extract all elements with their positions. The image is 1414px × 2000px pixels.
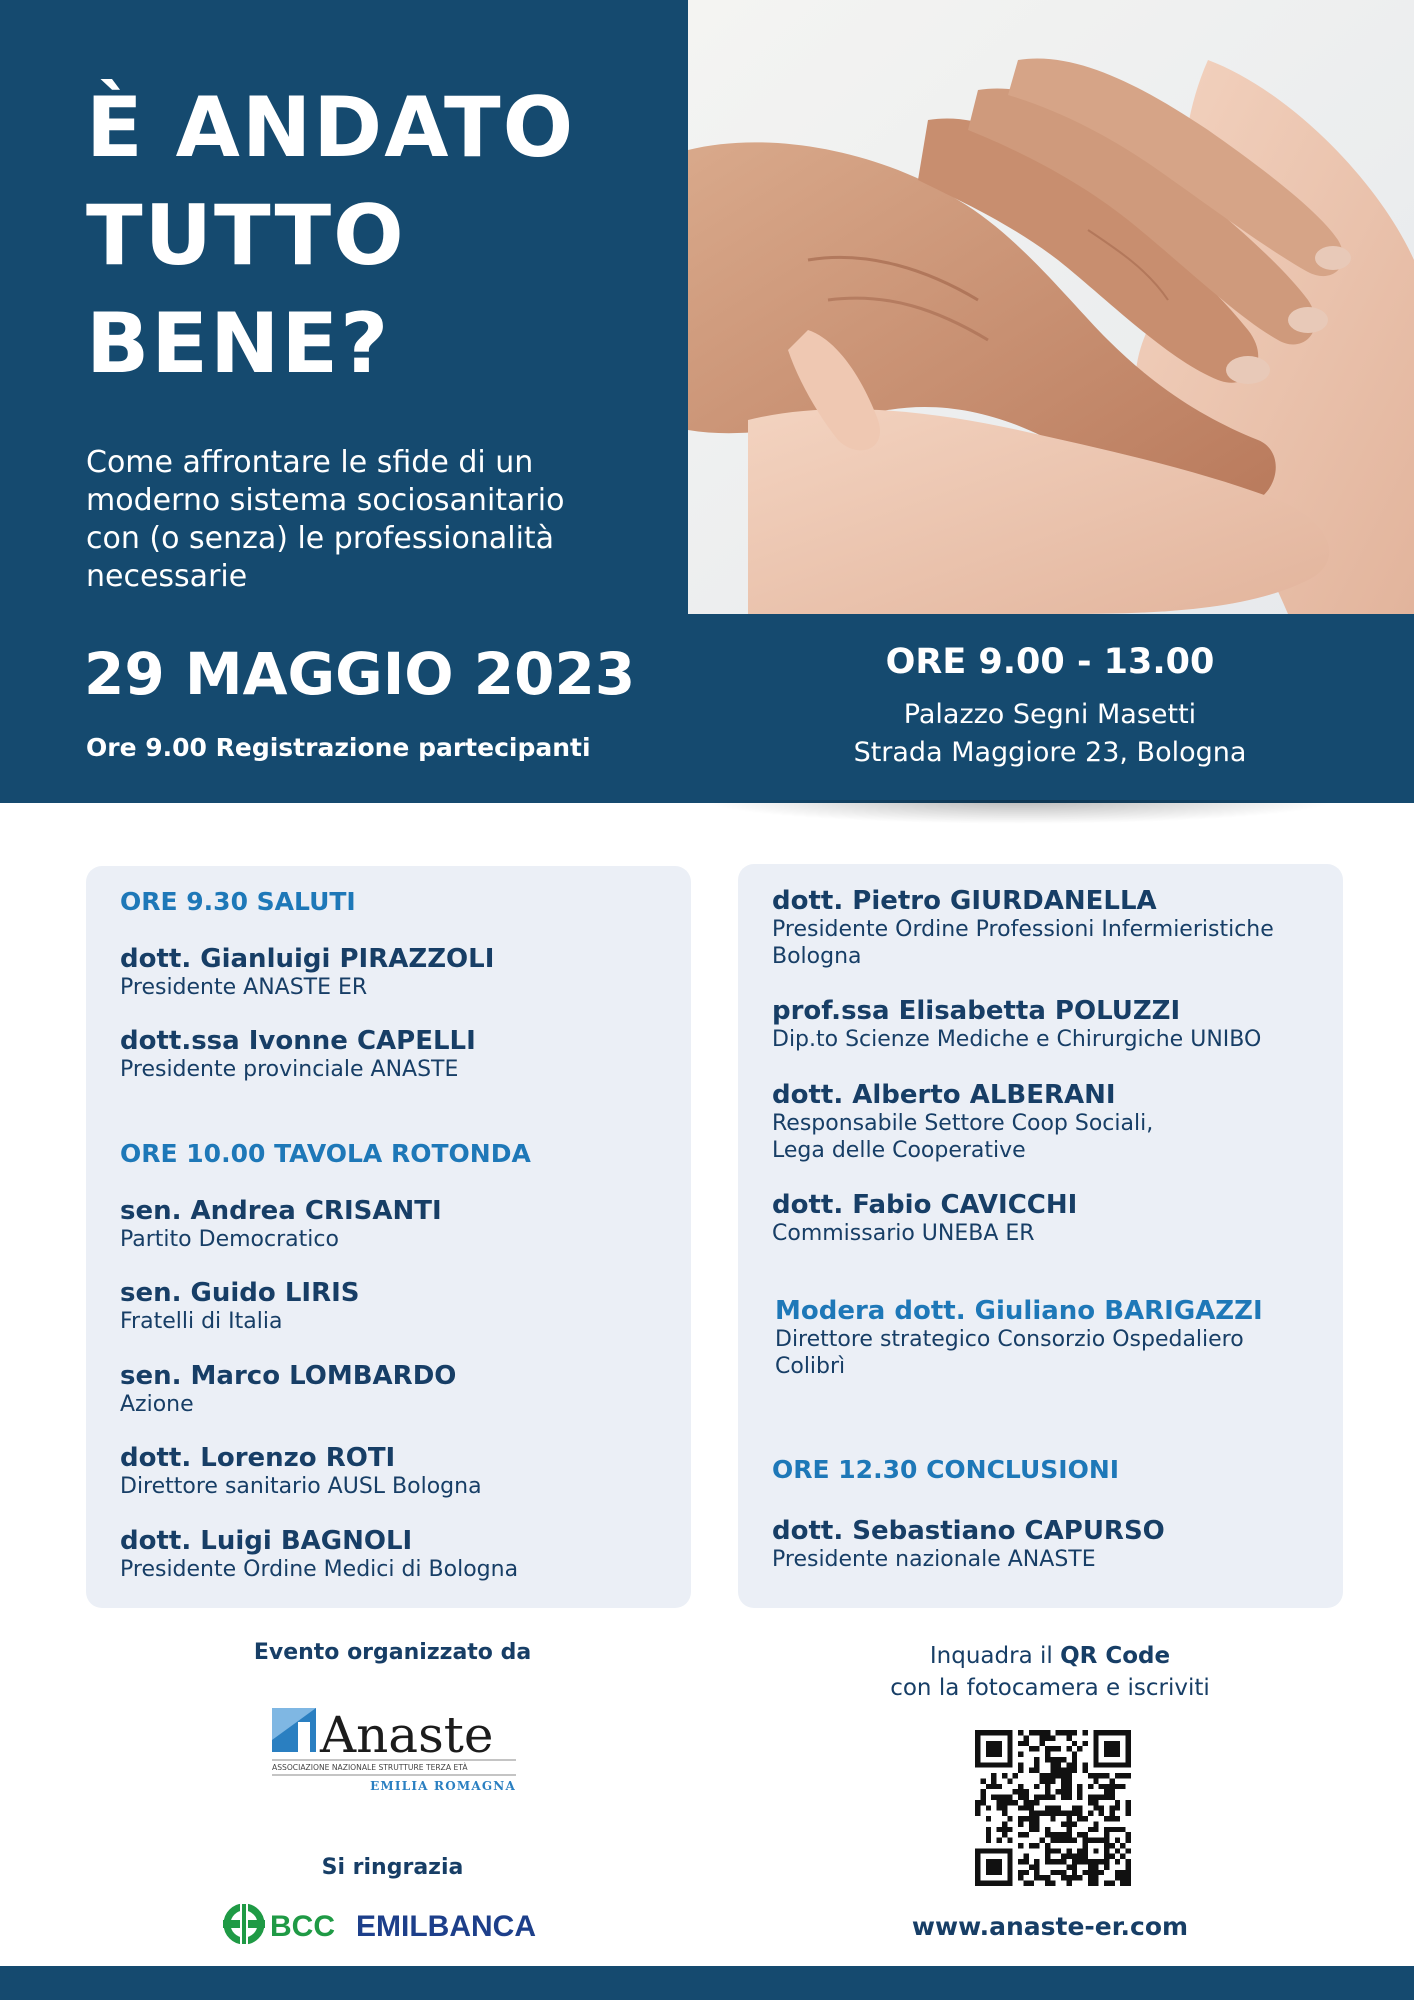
- thanks-label: Si ringrazia: [321, 1855, 464, 1880]
- speaker-name: dott. Fabio CAVICCHI: [772, 1190, 1078, 1220]
- speaker-name: dott. Lorenzo ROTI: [120, 1443, 396, 1473]
- speaker: [120, 1443, 671, 1500]
- subtitle-line: Come affrontare le sfide di un: [86, 445, 534, 480]
- title-line: TUTTO: [86, 187, 406, 284]
- role-line: Bologna: [772, 944, 862, 969]
- speaker-role: Presidente nazionale ANASTE: [772, 1547, 1096, 1572]
- website-link[interactable]: www.anaste-er.com: [911, 1912, 1189, 1941]
- speaker: [772, 996, 1323, 1053]
- logo-tagline: ASSOCIAZIONE NAZIONALE STRUTTURE TERZA ETÀ: [272, 1763, 468, 1772]
- registration-time: Ore 9.00 Registrazione partecipanti: [86, 733, 591, 762]
- bcc-emilbanca-logo: [218, 1898, 558, 1950]
- speaker-role: Fratelli di Italia: [120, 1309, 283, 1334]
- moderator: [775, 1296, 1323, 1380]
- venue: [790, 696, 1310, 772]
- role-line: Direttore strategico Consorzio Ospedaliero: [775, 1327, 1244, 1352]
- speaker-name: dott. Pietro GIURDANELLA: [772, 886, 1157, 916]
- moderator-role: [775, 1326, 1323, 1380]
- qr-code[interactable]: [975, 1730, 1131, 1886]
- logo-name: Anaste: [320, 1706, 494, 1764]
- hands-photo: [688, 0, 1414, 614]
- subtitle-line: moderno sistema sociosanitario: [86, 483, 565, 518]
- speaker-role: Azione: [120, 1392, 194, 1417]
- section-round-table: ORE 10.00 TAVOLA ROTONDA: [120, 1139, 531, 1168]
- speaker: [120, 1361, 671, 1418]
- anaste-logo: [270, 1700, 520, 1792]
- role-line: Presidente Ordine Professioni Infermieristiche: [772, 917, 1274, 942]
- speaker-name: prof.ssa Elisabetta POLUZZI: [772, 996, 1181, 1026]
- speaker-name: dott. Gianluigi PIRAZZOLI: [120, 944, 495, 974]
- speaker-role: Presidente provinciale ANASTE: [120, 1057, 459, 1082]
- speaker-name: sen. Andrea CRISANTI: [120, 1196, 442, 1226]
- role-line: Commissario UNEBA ER: [772, 1221, 1035, 1246]
- qr-text-prefix: Inquadra il: [929, 1643, 1061, 1669]
- speaker-role: [772, 916, 1323, 970]
- organizer-label: Evento organizzato da: [253, 1640, 532, 1665]
- role-line: Lega delle Cooperative: [772, 1138, 1026, 1163]
- event-time: ORE 9.00 - 13.00: [885, 642, 1215, 682]
- speaker: [772, 1190, 1323, 1247]
- speaker-role: Partito Democratico: [120, 1227, 339, 1252]
- subtitle-line: necessarie: [86, 559, 248, 594]
- event-date: 29 MAGGIO 2023: [84, 640, 636, 708]
- venue-address: Strada Maggiore 23, Bologna: [853, 737, 1247, 768]
- logo-region: EMILIA ROMAGNA: [370, 1779, 516, 1792]
- program-card-right: [738, 864, 1343, 1608]
- speaker-role: Presidente Ordine Medici di Bologna: [120, 1557, 519, 1582]
- speaker-name: sen. Guido LIRIS: [120, 1278, 360, 1308]
- speaker-name: sen. Marco LOMBARDO: [120, 1361, 457, 1391]
- speaker: [772, 1080, 1323, 1164]
- qr-text-bold: QR Code: [1060, 1643, 1171, 1669]
- speaker: [120, 1526, 671, 1583]
- role-line: Responsabile Settore Coop Sociali,: [772, 1111, 1154, 1136]
- speaker-role: Direttore sanitario AUSL Bologna: [120, 1474, 482, 1499]
- speaker-role: [772, 1110, 1323, 1164]
- bottom-bar: [0, 1966, 1414, 2000]
- title-line: È ANDATO: [86, 79, 576, 176]
- speaker-role: Presidente ANASTE ER: [120, 975, 368, 1000]
- role-line: Colibrì: [775, 1354, 846, 1379]
- event-subtitle: [86, 444, 666, 596]
- sponsor-name-text: EMILBANCA: [356, 1910, 536, 1943]
- qr-text-line2: con la fotocamera e iscriviti: [890, 1675, 1210, 1701]
- section-greetings: ORE 9.30 SALUTI: [120, 887, 356, 916]
- time-venue-block: [790, 640, 1310, 772]
- speaker-name: dott. Luigi BAGNOLI: [120, 1526, 413, 1556]
- speaker-role: [772, 1026, 1323, 1053]
- speaker: [120, 1026, 671, 1083]
- qr-instruction: [850, 1640, 1250, 1704]
- speaker: [120, 944, 671, 1001]
- speaker: [120, 1278, 671, 1335]
- speaker: [120, 1196, 671, 1253]
- speaker: [772, 886, 1323, 970]
- venue-name: Palazzo Segni Masetti: [903, 699, 1197, 730]
- header-shadow: [700, 800, 1340, 824]
- title-line: BENE?: [86, 295, 391, 392]
- header-banner: [0, 0, 1414, 803]
- role-line: Dip.to Scienze Mediche e Chirurgiche UNIBO: [772, 1027, 1262, 1052]
- subtitle-line: con (o senza) le professionalità: [86, 521, 555, 556]
- section-conclusions: ORE 12.30 CONCLUSIONI: [772, 1455, 1120, 1484]
- program-card-left: [86, 866, 691, 1608]
- event-title: [86, 74, 666, 398]
- speaker-name: dott. Sebastiano CAPURSO: [772, 1516, 1165, 1546]
- speaker-name: dott.ssa Ivonne CAPELLI: [120, 1026, 476, 1056]
- speaker: [772, 1516, 1323, 1573]
- moderator-name: Modera dott. Giuliano BARIGAZZI: [775, 1296, 1263, 1326]
- speaker-name: dott. Alberto ALBERANI: [772, 1080, 1116, 1110]
- sponsor-bcc-text: BCC: [270, 1910, 335, 1943]
- speaker-role: [772, 1220, 1323, 1247]
